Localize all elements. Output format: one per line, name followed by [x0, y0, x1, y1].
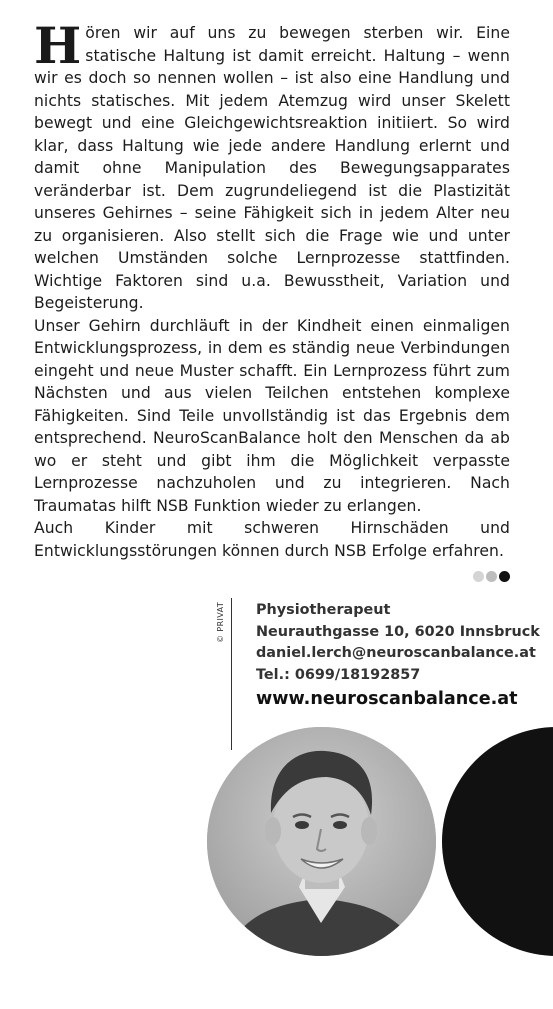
- dropcap: H: [34, 16, 82, 75]
- article-body: [34, 16, 510, 589]
- website-link[interactable]: www.neuroscanbalance.at: [256, 689, 518, 709]
- decorative-black-circle: [442, 727, 553, 956]
- email[interactable]: daniel.lerch@neuroscanbalance.at: [256, 645, 536, 661]
- paragraph-3-text: Auch Kinder mit schweren Hirnschäden und Entwicklungsstörungen können durch NSB Erfolge erfahren.: [34, 519, 510, 560]
- profession: Physiotherapeut: [256, 602, 391, 618]
- end-of-article-dots-icon: [471, 566, 510, 589]
- paragraph-2: Unser Gehirn durchläuft in der Kindheit einen einmaligen Entwicklungsprozess, in dem es ständig neue Verbindungen eingeht und neue Muster schafft. Ein Lernprozess führt zum Nächsten und aus vielen Teilchen entstehen komplexe Fähigkeiten. Sind Teile unvollständig ist das Ergebnis dem entsprechend. NeuroScanBalance holt den Menschen da ab wo er steht und gibt ihm die Möglichkeit verpasste Lernprozesse nachzuholen und zu integrieren. Nach Traumatas hilft NSB Funktion wieder zu erlangen.: [34, 316, 510, 515]
- address: Neurauthgasse 10, 6020 Innsbruck: [256, 623, 540, 640]
- photo-credit: © PRIVAT: [216, 601, 225, 643]
- paragraph-1-text: ören wir auf uns zu bewegen sterben wir. Eine statische Haltung ist damit erreicht. Haltung – wenn wir es doch so nennen wollen – ist also eine Handlung und nichts statisches. Mit jedem Atemzug wird unser Skelett bewegt und eine Gleichgewichtsreaktion initiiert. So wird klar, dass Haltung wie jede andere Handlung erlernt und damit ohne Manipulation des Bewegungsapparates veränderbar ist. Dem zugrundeliegend ist die Plastizität unseres Gehirnes – seine Fähigkeit sich in jedem Alter neu zu organisieren. Also stellt sich die Frage wie und unter welchen Umständen solche Lernprozesse stattfinden. Wichtige Faktoren sind u.a. Bewusstheit, Variation und Begeisterung.: [34, 24, 510, 312]
- paragraph-1: [34, 16, 510, 315]
- paragraph-3: [34, 517, 510, 562]
- divider-line: [231, 598, 232, 750]
- phone: Tel.: 0699/18192857: [256, 666, 421, 683]
- contact-block: [256, 600, 548, 711]
- portrait-illustration: [207, 727, 436, 956]
- portrait-photo: [207, 727, 436, 956]
